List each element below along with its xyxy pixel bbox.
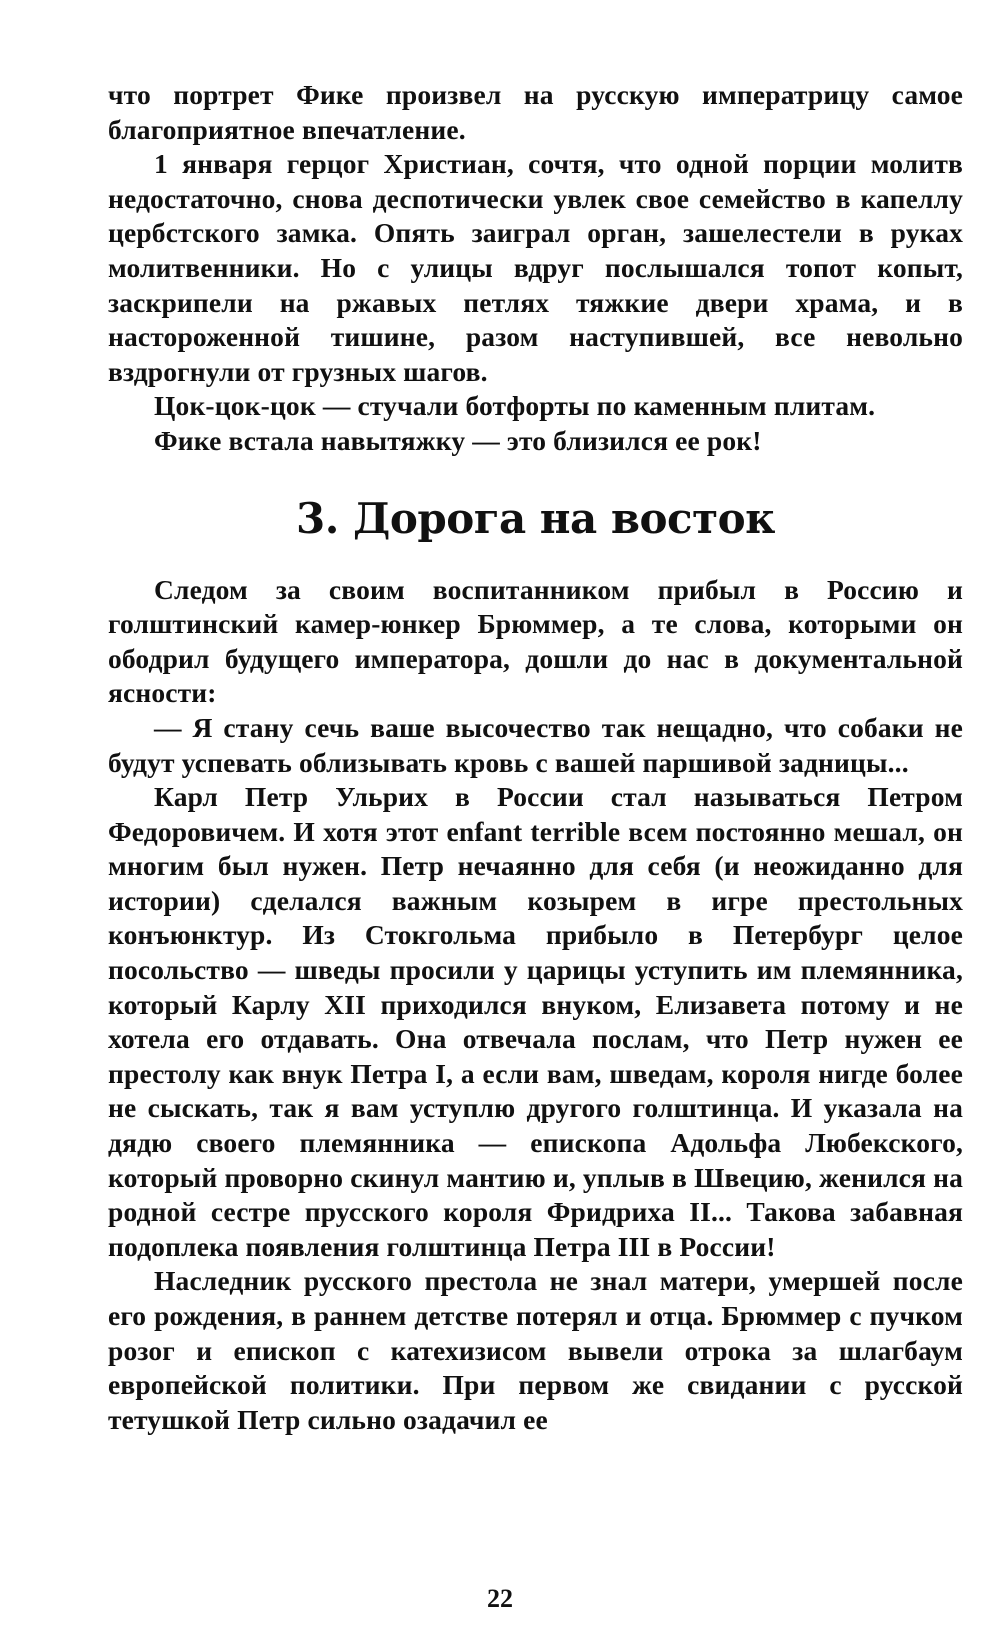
paragraph-heir: Наследник русского престола не знал матери, умершей после его рождения, в раннем детстве потерял и отца. Брюммер с пучком розог и епископ с катехизисом вывели отрока за шлагбаум европейской политики. При первом же свидании с русской тетушкой Петр сильно озадачил ее <box>108 1265 963 1435</box>
paragraph-tsok: Цок-цок-цок — стучали ботфорты по каменным плитам. <box>154 390 876 422</box>
paragraph-brummer: Следом за своим воспитанником прибыл в Россию и голштинский камер-юнкер Брюммер, а те слова, которыми он ободрил будущего императора, дошли до нас в документальной ясности: <box>108 573 963 709</box>
paragraph-karl-peter: Карл Петр Ульрих в России стал называться Петром Федоровичем. И хотя этот enfant terrible всем постоянно мешал, он многим был нужен. Петр нечаянно для себя (и неожиданно для истории) сделался важным козырем в игре престольных конъюнктур. Из Стокгольма прибыло в Петербург целое посольство — шведы просили у царицы уступить им племянника, который Карлу XII приходился внуком, Елизавета потому и не хотела его отдавать. Она отвечала послам, что Петр нужен ее престолу как внук Петра I, а если вам, шведам, короля нигде более не сыскать, так я вам уступлю другого голштинца. И указала на дядю своего племянника — епископа Адольфа Любекского, который проворно скинул мантию и, уплыв в Швецию, женился на родной сестре прусского короля Фридриха II... Такова забавная подоплека появления голштинца Петра III в России! <box>108 781 963 1262</box>
chapter-heading: 3. Дорога на восток <box>296 493 775 543</box>
book-page <box>108 78 963 1437</box>
page-number: 22 <box>487 1584 513 1613</box>
paragraph-quote: — Я стану сечь ваше высочество так нещадно, что собаки не будут успевать облизывать кровь с вашей паршивой задницы... <box>108 711 963 778</box>
paragraph-portrait: что портрет Фике произвел на русскую императрицу самое благоприятное впечатление. <box>108 79 963 145</box>
paragraph-january: 1 января герцог Христиан, сочтя, что одной порции молитв недостаточно, снова деспотически увлек свое семейство в капеллу цербстского замка. Опять заиграл орган, зашелестели в руках молитвенники. Но с улицы вдруг послышался топот копыт, заскрипели на ржавых петлях тяжкие двери храма, и в настороженной тишине, разом наступившей, все невольно вздрогнули от грузных шагов. <box>108 148 963 387</box>
paragraph-fike: Фике встала навытяжку — это близился ее рок! <box>154 424 762 456</box>
